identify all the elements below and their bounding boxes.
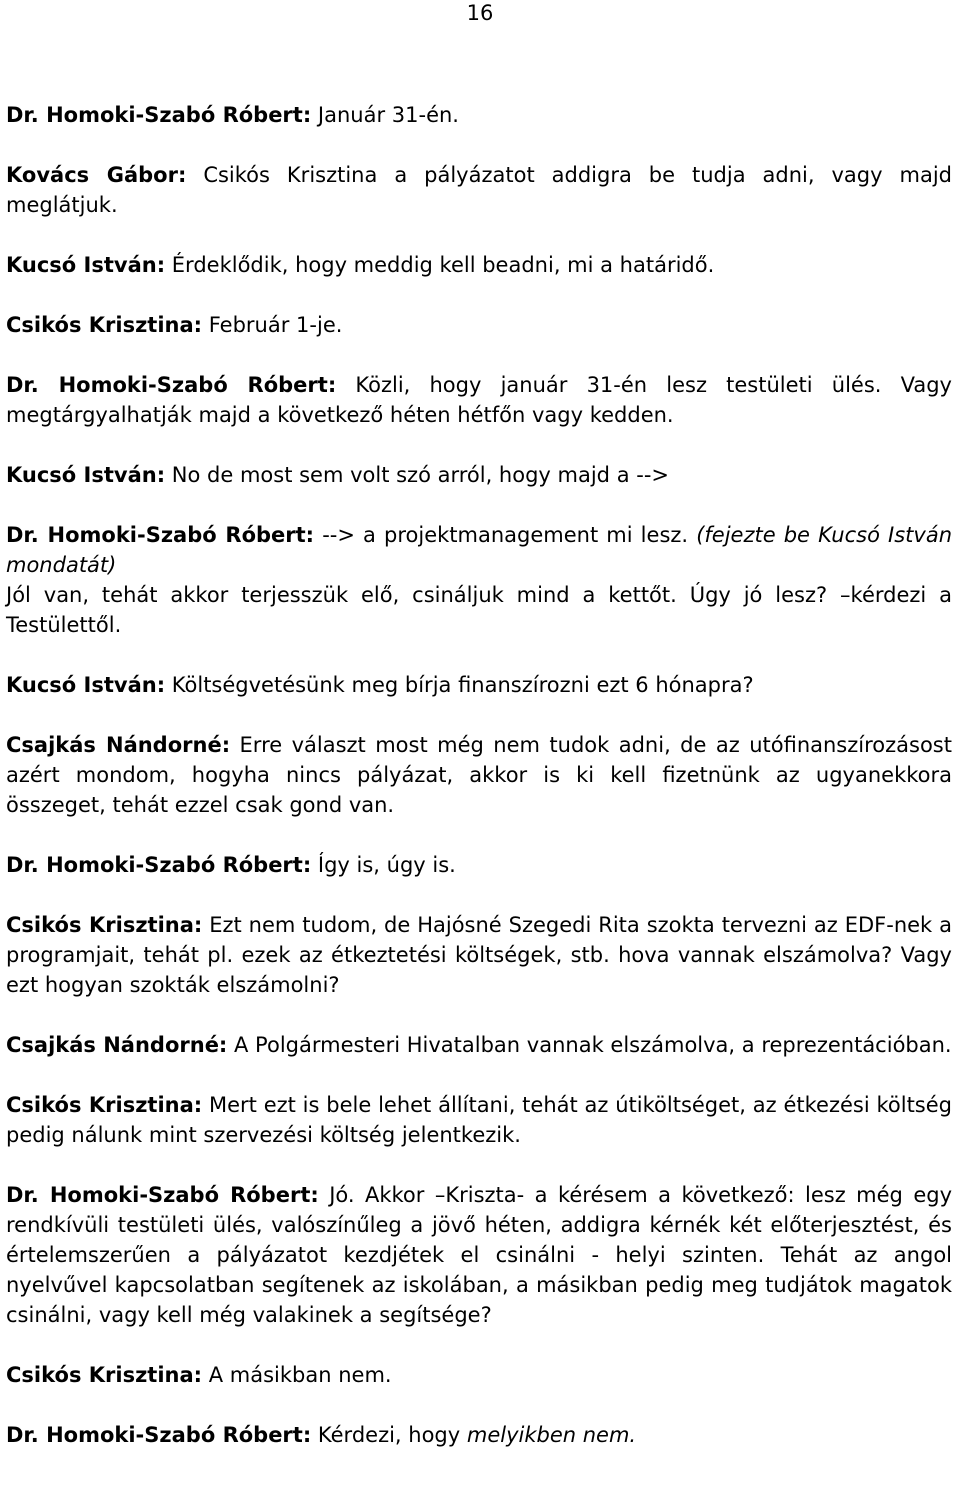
speaker-name: Csajkás Nándorné:: [6, 1033, 228, 1057]
speaker-name: Csikós Krisztina:: [6, 913, 203, 937]
paragraph-text: Mert ezt is bele lehet állítani, tehát az útiköltséget, az étkezési költség pedig nálunk mint szervezési költség jelentkezik.: [6, 1093, 952, 1147]
paragraph: [6, 1420, 952, 1450]
speaker-name: Dr. Homoki-Szabó Róbert:: [6, 103, 312, 127]
paragraph-text: Közli, hogy január 31-én lesz testületi ülés. Vagy megtárgyalhatják majd a következő héten hétfőn vagy kedden.: [6, 373, 952, 427]
paragraph-text: No de most sem volt szó arról, hogy majd a -->: [165, 463, 669, 487]
paragraph: [6, 100, 952, 130]
paragraph: [6, 670, 952, 700]
paragraph-text: Csikós Krisztina a pályázatot addigra be tudja adni, vagy majd meglátjuk.: [6, 163, 952, 217]
paragraph: [6, 1180, 952, 1330]
paragraph-text: Így is, úgy is.: [311, 853, 456, 877]
paragraph: [6, 460, 952, 490]
paragraph-text: Jó. Akkor –Kriszta- a kérésem a következő: lesz még egy rendkívüli testületi ülés, valószínűleg a jövő héten, addigra kérnék két előterjesztést, és értelemszerűen a pályázatot kezdjétek el csinálni - helyi szinten. Tehát az angol nyelvűvel kapcsolatban segítenek az iskolában, a másikban pedig meg tudjátok magatok csinálni, vagy kell még valakinek a segítsége?: [6, 1183, 953, 1327]
paragraph: [6, 1090, 952, 1150]
paragraph-text: Erre választ most még nem tudok adni, de az utófinanszírozásost azért mondom, hogyha nincs pályázat, akkor is ki kell fizetnünk az ugyanekkora összeget, tehát ezzel csak gond van.: [6, 733, 952, 817]
paragraph-text: Érdeklődik, hogy meddig kell beadni, mi a határidő.: [165, 253, 715, 277]
speaker-name: Kucsó István:: [6, 673, 166, 697]
paragraph: [6, 1360, 952, 1390]
speaker-name: Dr. Homoki-Szabó Róbert:: [6, 853, 312, 877]
speaker-name: Dr. Homoki-Szabó Róbert:: [6, 1423, 312, 1447]
emphasized-text: melyikben nem.: [466, 1423, 637, 1447]
paragraph: [6, 520, 952, 580]
speaker-name: Kovács Gábor:: [6, 163, 187, 187]
speaker-name: Dr. Homoki-Szabó Róbert:: [6, 523, 315, 547]
paragraph: [6, 160, 952, 220]
page-number: 16: [466, 1, 494, 25]
paragraph-text: Január 31-én.: [311, 103, 459, 127]
paragraph: [6, 310, 952, 340]
speaker-name: Csikós Krisztina:: [6, 313, 203, 337]
document-body: [6, 100, 952, 1450]
paragraph: [6, 250, 952, 280]
paragraph: [6, 370, 952, 430]
paragraph: [6, 730, 952, 820]
paragraph-text: A másikban nem.: [202, 1363, 392, 1387]
paragraph: [6, 850, 952, 880]
speaker-name: Csikós Krisztina:: [6, 1093, 203, 1117]
paragraph-text: A Polgármesteri Hivatalban vannak elszámolva, a reprezentációban.: [227, 1033, 952, 1057]
speaker-name: Csajkás Nándorné:: [6, 733, 231, 757]
paragraph: [6, 580, 952, 640]
speaker-name: Kucsó István:: [6, 463, 166, 487]
speaker-name: Kucsó István:: [6, 253, 166, 277]
paragraph-text: Ezt nem tudom, de Hajósné Szegedi Rita szokta tervezni az EDF-nek a programjait, tehát pl. ezek az étkeztetési költségek, stb. hova vannak elszámolva? Vagy ezt hogyan szokták elszámolni?: [6, 913, 952, 997]
speaker-name: Dr. Homoki-Szabó Róbert:: [6, 1183, 319, 1207]
paragraph: [6, 1030, 952, 1060]
paragraph-text: Február 1-je.: [202, 313, 343, 337]
paragraph-text: --> a projektmanagement mi lesz.: [314, 523, 697, 547]
stage-direction: (fejezte be Kucsó István mondatát): [6, 523, 953, 577]
paragraph-text: Költségvetésünk meg bírja finanszírozni ezt 6 hónapra?: [165, 673, 754, 697]
paragraph: [6, 910, 952, 1000]
paragraph-text: Kérdezi, hogy: [311, 1423, 467, 1447]
speaker-name: Dr. Homoki-Szabó Róbert:: [6, 373, 337, 397]
paragraph-text: Jól van, tehát akkor terjesszük elő, csináljuk mind a kettőt. Úgy jó lesz? –kérdezi a Testülettől.: [6, 583, 952, 637]
speaker-name: Csikós Krisztina:: [6, 1363, 203, 1387]
